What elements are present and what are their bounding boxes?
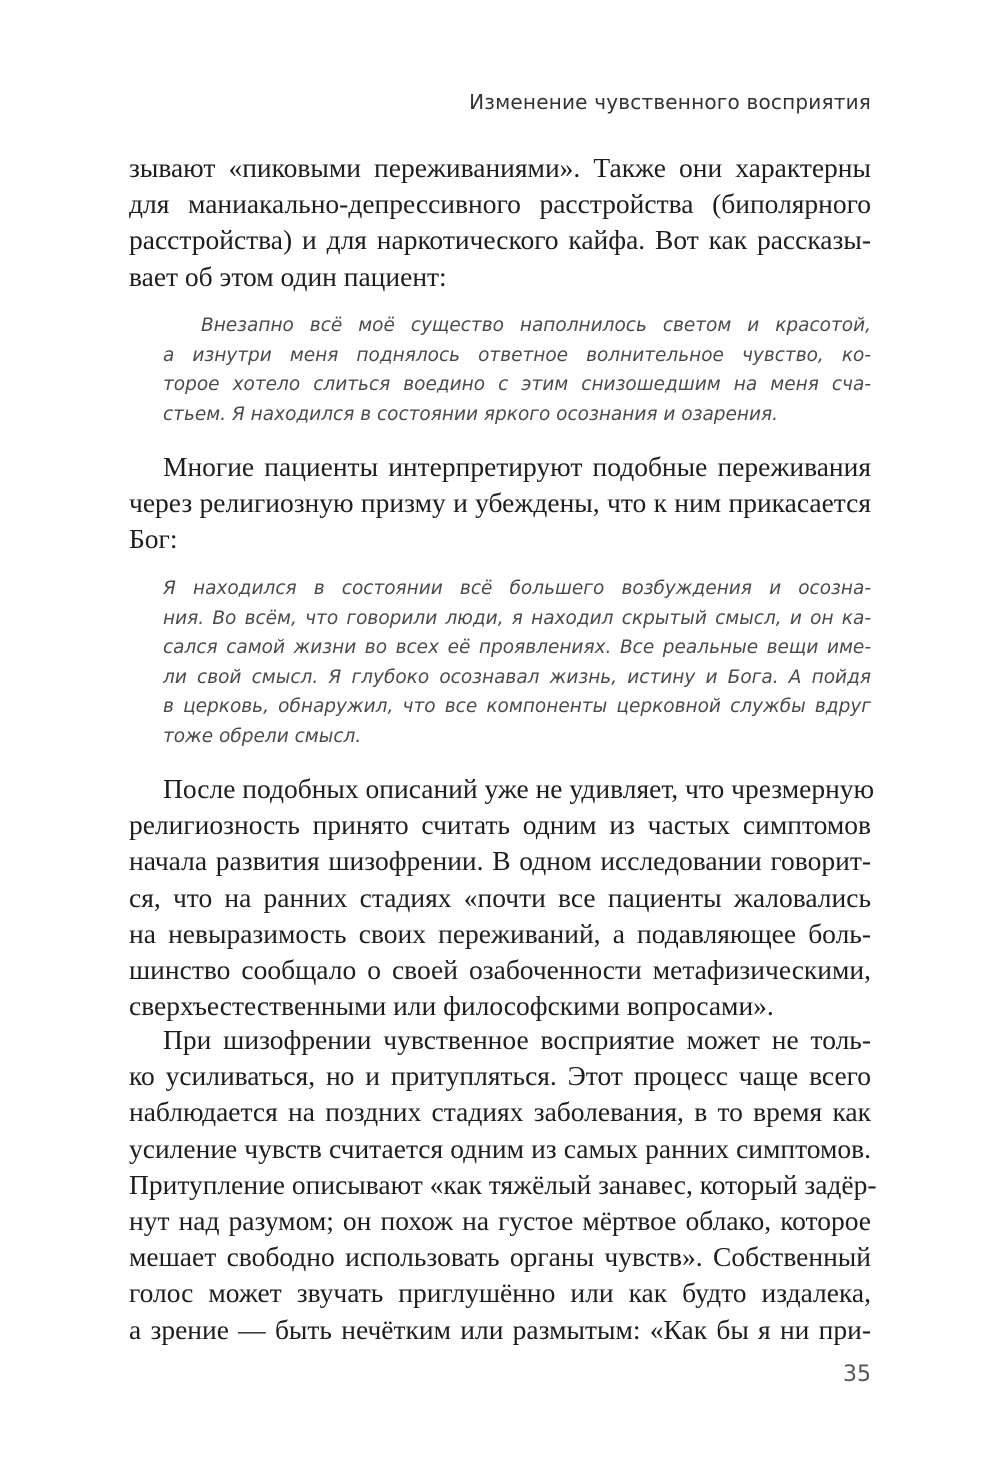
- text-line: Многие пациенты интерпретируют подобные переживания: [163, 451, 871, 482]
- text-line: ся, что на ранних стадиях «почти все пациенты жаловались: [129, 881, 871, 913]
- quote-line: а изнутри меня поднялось ответное волнительное чувство, ко-: [163, 344, 871, 366]
- text-line: шинство сообщало о своей озабоченности метафизическими,: [129, 953, 871, 985]
- text-line: После подобных описаний уже не удивляет, что чрезмерную: [163, 773, 875, 804]
- paragraph-3: [129, 771, 875, 1024]
- text-line: на невыразимость своих переживаний, а подавляющее боль-: [129, 917, 871, 949]
- quote-line: тоже обрели смысл.: [163, 725, 362, 747]
- text-line: мешает свободно использовать органы чувств». Собственный: [129, 1241, 871, 1273]
- text-line: голос может звучать приглушённо или как будто издалека,: [129, 1277, 871, 1309]
- text-line: наблюдается на поздних стадиях заболевания, в то время как: [129, 1096, 871, 1128]
- text-line: При шизофрении чувственное восприятие может не толь-: [163, 1024, 871, 1055]
- paragraph-2: [129, 449, 871, 558]
- running-head: Изменение чувственного восприятия: [469, 90, 871, 114]
- quote-line: ли свой смысл. Я глубоко осознавал жизнь, истину и Бога. А пойдя: [163, 666, 871, 688]
- text-line: зывают «пиковыми переживаниями». Также они характерны: [129, 152, 871, 183]
- text-line: а зрение — быть нечётким или размытым: «Как бы я ни при-: [129, 1313, 871, 1345]
- quote-line: ния. Во всём, что говорили люди, я находил скрытый смысл, и он ка-: [163, 607, 871, 629]
- quote-line: Я находился в состоянии всё большего возбуждения и осозна-: [163, 578, 871, 599]
- text-line: сверхъестественными или философскими вопросами».: [129, 990, 774, 1022]
- text-line: ко усиливаться, но и притупляться. Этот процесс чаще всего: [129, 1060, 871, 1092]
- quote-1: [163, 311, 871, 429]
- text-line: усиление чувств считается одним из самых ранних симптомов.: [129, 1132, 871, 1164]
- text-line: вает об этом один пациент:: [129, 260, 447, 292]
- paragraph-4: [129, 1022, 877, 1348]
- text-line: для маниакально-депрессивного расстройства (биполярного: [129, 188, 871, 220]
- quote-line: стьем. Я находился в состоянии яркого осознания и озарения.: [163, 403, 779, 425]
- quote-line: торое хотело слиться воедино с этим снизошедшим на меня сча-: [163, 374, 871, 395]
- text-line: Бог:: [129, 523, 178, 555]
- text-line: религиозность принято считать одним из частых симптомов: [129, 809, 871, 841]
- paragraph-1: [129, 150, 871, 295]
- page-number: 35: [843, 1362, 871, 1387]
- quote-line: в церковь, обнаружил, что все компоненты церковной службы вдруг: [163, 696, 871, 717]
- text-line: Притупление описывают «как тяжёлый занавес, который задёр-: [129, 1168, 877, 1200]
- text-line: через религиозную призму и убеждены, что к ним прикасается: [129, 487, 871, 519]
- text-line: расстройства) и для наркотического кайфа. Вот как рассказы-: [129, 224, 871, 256]
- quote-line: Внезапно всё моё существо наполнилось светом и красотой,: [201, 315, 871, 336]
- text-line: начала развития шизофрении. В одном исследовании говорит-: [129, 845, 871, 877]
- quote-2: [163, 574, 871, 751]
- quote-line: сался самой жизни во всех её проявлениях. Все реальные вещи име-: [163, 637, 871, 658]
- text-line: нут над разумом; он похож на густое мёртвое облако, которое: [129, 1204, 871, 1236]
